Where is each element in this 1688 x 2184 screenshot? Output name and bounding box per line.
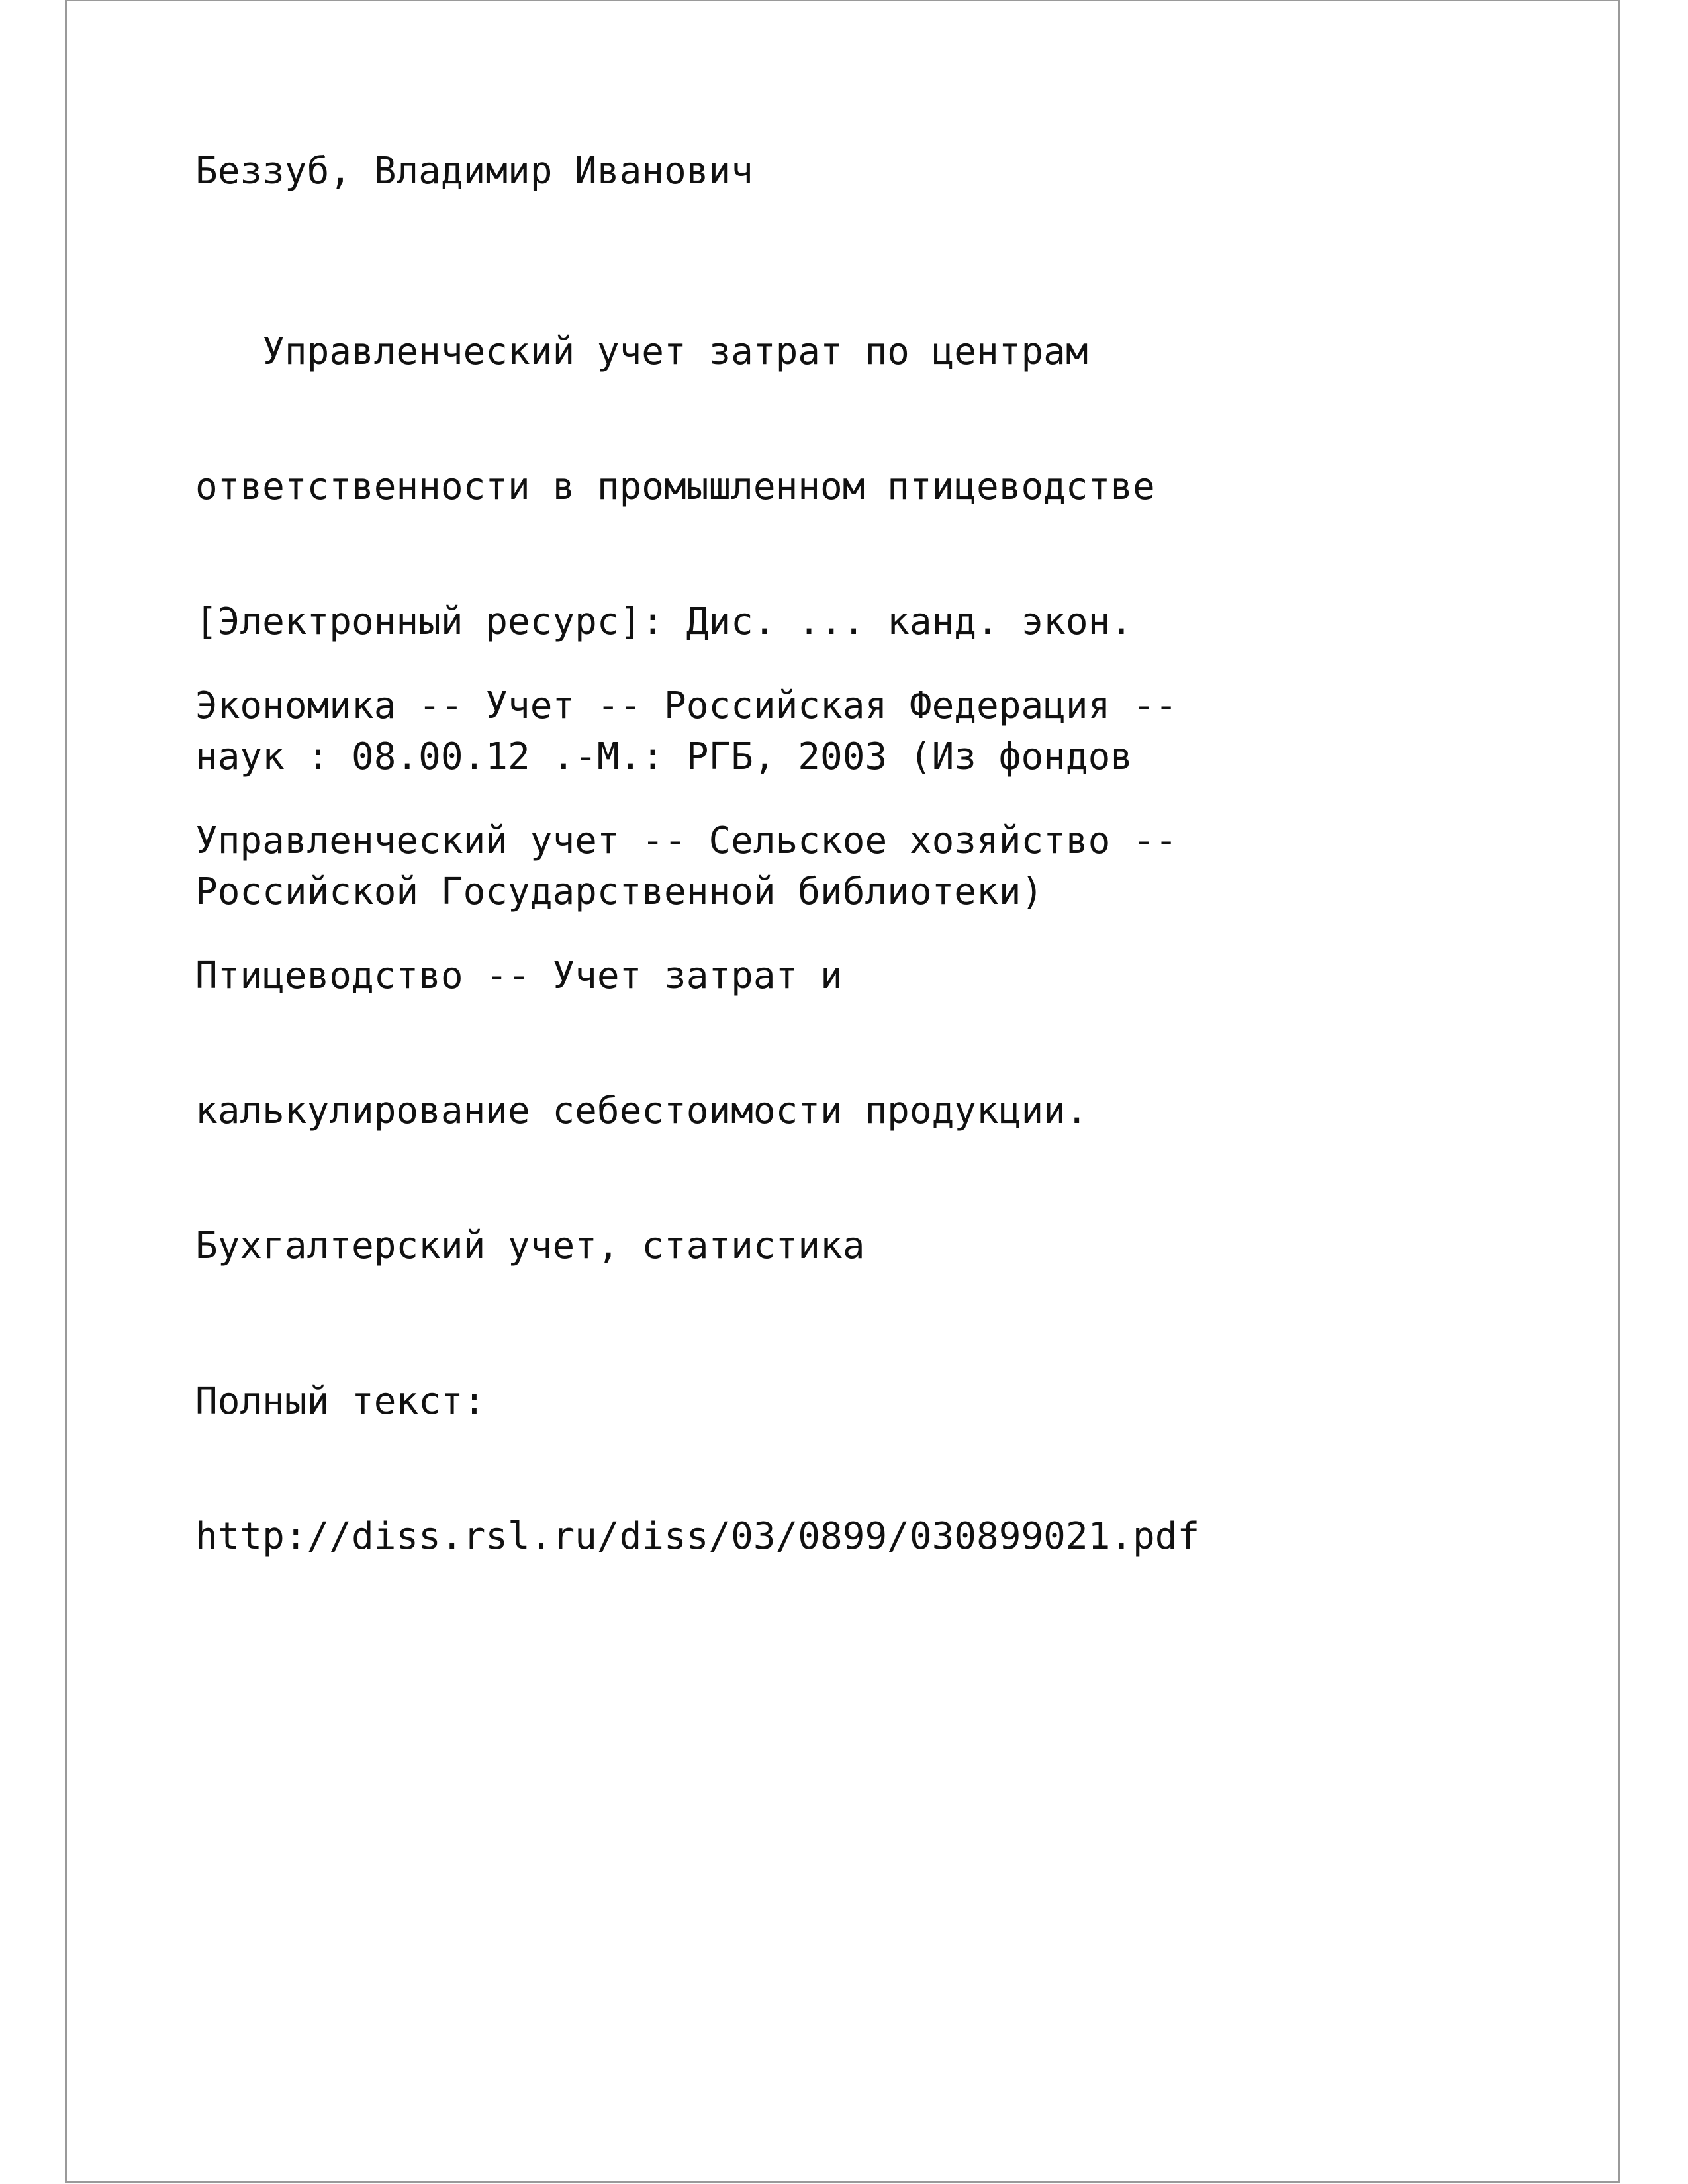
full-text-label: Полный текст: [195, 1380, 486, 1423]
record-line: наук : 08.00.12 .-М.: РГБ, 2003 (Из фондов [195, 735, 1133, 778]
record-line: Российской Государственной библиотеки) [195, 870, 1044, 913]
subject-line: Управленческий учет -- Сельское хозяйство -- [195, 819, 1178, 862]
full-text-link[interactable]: http://diss.rsl.ru/diss/03/0899/030899021.pdf [195, 1515, 1200, 1558]
author-name: Беззуб, Владимир Иванович [195, 150, 753, 193]
record-line: ответственности в промышленном птицеводстве [195, 465, 1155, 508]
record-line: Управленческий учет затрат по центрам [195, 330, 1088, 373]
subject-line: Птицеводство -- Учет затрат и [195, 954, 843, 997]
subject-headings [195, 594, 1177, 1314]
subject-line: Экономика -- Учет -- Российская Федерация -- [195, 684, 1178, 727]
subject-line: калькулирование себестоимости продукции. [195, 1089, 1088, 1132]
subject-line: Бухгалтерский учет, статистика [195, 1224, 865, 1267]
record-line: [Электронный ресурс]: Дис. ... канд. экон. [195, 600, 1133, 643]
full-text-block [195, 1289, 1199, 1604]
